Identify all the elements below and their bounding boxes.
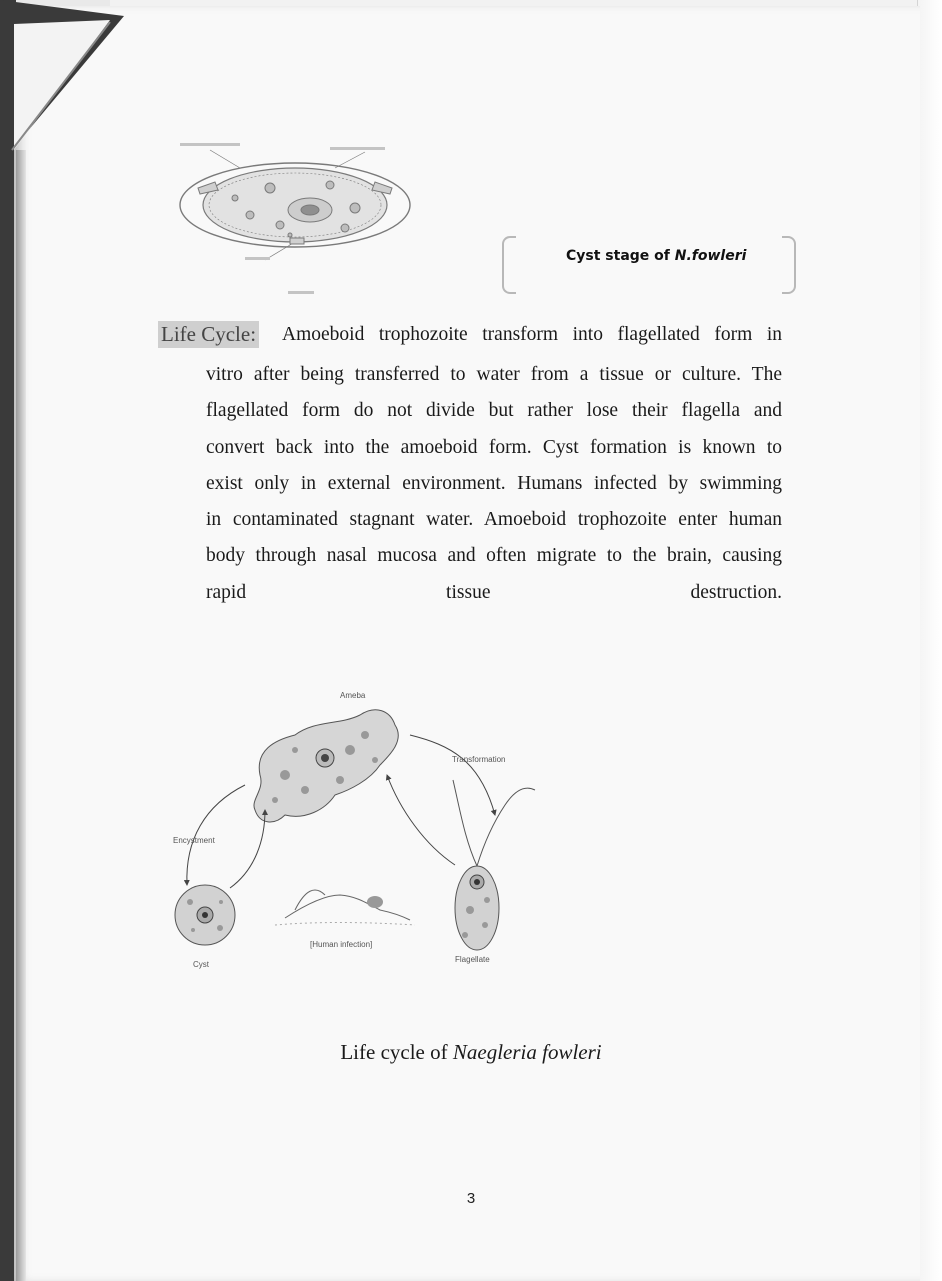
label-human-infection: [Human infection] [310,940,373,949]
scan-right-edge [917,0,942,1281]
paragraph-line: vitro after being transferred to water from a tissue or culture. The [206,364,782,385]
caption-bracket-right [782,236,796,294]
flagellate-illustration [453,780,535,950]
cyst-illustration [175,885,235,945]
life-cycle-heading: Life Cycle: [158,321,259,348]
label-transformation: Transformation [452,755,506,764]
caption-bracket-left [502,236,516,294]
cyst-stage-figure [170,130,420,300]
figure-caption-prefix: Life cycle of [340,1040,453,1064]
label-ameba: Ameba [340,691,366,700]
figure-caption-species: Naegleria fowleri [452,1040,602,1064]
paragraph-line [206,611,782,647]
label-flagellate: Flagellate [455,955,490,964]
paragraph-line: convert back into the amoeboid form. Cyst formation is known to [206,436,782,458]
paragraph-line: exist only in external environment. Humans infected by swimming [206,472,782,494]
label-encystment: Encystment [173,836,215,845]
page-number: 3 [466,1190,476,1207]
folded-corner [0,0,130,160]
cyst-caption-prefix: Cyst stage of [566,248,675,264]
paragraph-line: flagellated form do not divide but rather lose their flagella and [206,400,782,422]
swimmer-illustration [275,890,415,925]
page-binding-shadow [16,150,26,1281]
cyst-caption-species: N.fowleri [674,248,747,264]
label-cyst: Cyst [193,960,209,969]
paragraph-line: in contaminated stagnant water. Amoeboid trophozoite enter human [206,509,782,531]
ameba-illustration [254,710,398,822]
cyst-figure-caption [566,248,746,264]
paragraph-line: body through nasal mucosa and often migrate to the brain, causing [206,545,782,567]
life-cycle-diagram [165,680,555,980]
paragraph-line: rapid tissue destruction. [206,581,782,603]
life-cycle-figure-caption [0,1040,942,1065]
life-cycle-paragraph [206,357,782,647]
life-cycle-first-line: Amoeboid trophozoite transform into flagellated form in [282,324,782,345]
